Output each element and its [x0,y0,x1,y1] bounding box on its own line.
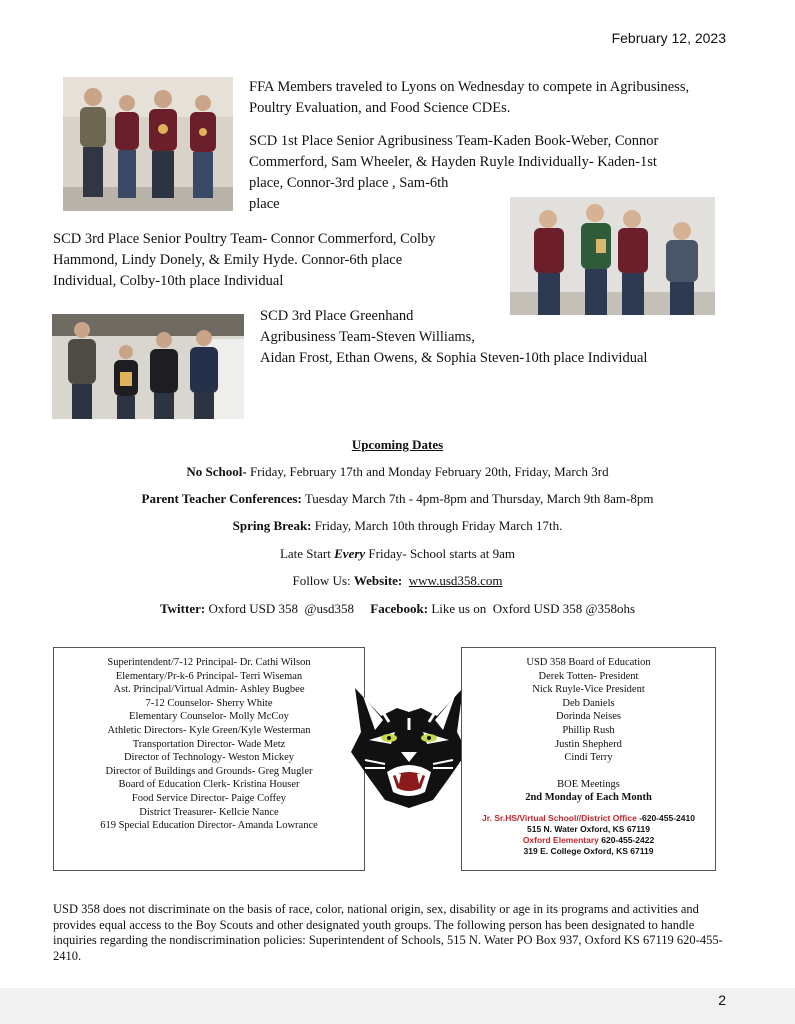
ffa-team-photo-1 [63,77,233,211]
poultry-line: SCD 3rd Place Senior Poultry Team- Connor Commerford, Colby [53,231,436,247]
office-1-label: Jr. Sr.HS/Virtual School//District Office [482,812,637,823]
greenhand-line: Agribusiness Team-Steven Williams, [260,329,475,345]
wildcat-mascot-logo [345,682,473,810]
ffa-team-photo-3 [52,314,244,419]
staff-entry: Transportation Director- Wade Metz [132,738,286,750]
follow-us-label: Follow Us: [292,573,354,588]
board-member: Phillip Rush [562,724,615,736]
board-members-list [462,670,715,765]
poultry-line: Individual, Colby-10th place Individual [53,273,284,289]
late-start-every: Every [334,546,366,561]
poultry-line: Hammond, Lindy Donely, & Emily Hyde. Connor-6th place [53,252,403,268]
greenhand-line: Aidan Frost, Ethan Owens, & Sophia Steven-10th place Individual [260,350,648,366]
website-link[interactable]: www.usd358.com [408,573,503,588]
no-school-label: No School- [186,464,247,479]
upcoming-dates-heading [0,437,795,453]
page-footer [0,988,795,1024]
spring-break-text: Friday, March 10th through Friday March 17th. [311,518,563,533]
staff-list [54,648,364,833]
agribusiness-line: SCD 1st Place Senior Agribusiness Team-Kaden Book-Weber, Connor [249,133,659,149]
conferences-label: Parent Teacher Conferences: [141,491,302,506]
twitter-label: Twitter: [159,601,206,616]
staff-entry: Director of Technology- Weston Mickey [123,752,295,764]
late-start-pre: Late Start [279,546,335,561]
late-start-post: Friday- School starts at 9am [365,546,516,561]
staff-entry: 7-12 Counselor- Sherry White [145,697,273,709]
no-school-text: Friday, February 17th and Monday February 20th, Friday, March 3rd [246,464,609,479]
staff-entry: District Treasurer- Kellcie Nance [139,806,279,818]
office-2-label: Oxford Elementary [522,834,599,845]
board-member: Deb Daniels [562,697,615,709]
page-number: 2 [718,992,726,1008]
staff-entry: Board of Education Clerk- Kristina Houser [118,779,300,791]
boe-meetings-schedule: 2nd Monday of Each Month [525,792,652,804]
board-info [462,648,715,857]
agribusiness-line: Commerford, Sam Wheeler, & Hayden Ruyle Individually- Kaden-1st [249,154,657,170]
social-line [0,601,795,617]
follow-us-line [0,573,795,589]
greenhand-line: SCD 3rd Place Greenhand [260,308,414,324]
upcoming-heading-text: Upcoming Dates [351,437,444,452]
staff-entry: Elementary Counselor- Molly McCoy [129,711,289,723]
office-1-address: 515 N. Water Oxford, KS 67119 [527,823,650,834]
conferences-line [0,491,795,507]
agribusiness-line: place, Connor-3rd place , Sam-6th [249,175,449,191]
board-member: Dorinda Neises [555,711,622,723]
staff-entry: 619 Special Education Director- Amanda Lowrance [100,820,318,832]
staff-entry: Elementary/Pr-k-6 Principal- Terri Wiseman [115,670,303,682]
facebook-handle: Like us on Oxford USD 358 @358ohs [428,601,636,616]
agribusiness-line: place [249,196,280,212]
website-label: Website: [353,573,403,588]
ffa-team-photo-2 [510,197,715,315]
office-1-contact [462,813,715,824]
spring-break-line [0,518,795,534]
facebook-label: Facebook: [370,601,429,616]
staff-entry: Superintendent/7-12 Principal- Dr. Cathi Wilson [107,657,311,668]
greenhand-results [260,306,730,369]
poultry-results [53,229,503,292]
board-title: USD 358 Board of Education [526,657,651,668]
board-member: Justin Shepherd [555,738,622,750]
late-start-line [0,546,795,562]
ffa-intro-text: FFA Members traveled to Lyons on Wednesday to compete in Agribusiness, Poultry Evaluation, and Food Science CDEs. [249,79,690,116]
office-2-address: 319 E. College Oxford, KS 67119 [523,845,654,856]
board-member: Nick Ruyle-Vice President [532,684,645,696]
twitter-handle: Oxford USD 358 @usd358 [205,601,371,616]
boe-meetings-label: BOE Meetings [557,778,620,790]
board-member: Derek Totten- President [538,670,639,682]
office-2-phone: 620-455-2422 [598,834,655,845]
board-member: Cindi Terry [564,752,613,764]
board-of-education-box [461,647,716,871]
no-school-line [0,464,795,480]
nondiscrimination-statement: USD 358 does not discriminate on the basis of race, color, national origin, sex, disability or age in its programs and activities and provides equal access to the Boy Scouts and other designated youth groups. The following person has been designated to handle inquiries regarding the nondiscrimination policies: Superintendent of Schools, 515 N. Water PO Box 937, Oxford KS 67119 620-455-2410. [53,902,723,963]
office-2-contact [462,835,715,846]
conferences-text: Tuesday March 7th - 4pm-8pm and Thursday, March 9th 8am-8pm [301,491,654,506]
staff-entry: Food Service Director- Paige Coffey [131,792,287,804]
staff-entry: Athletic Directors- Kyle Green/Kyle Westerman [107,724,311,736]
newsletter-date: February 12, 2023 [611,30,726,46]
office-1-phone: -620-455-2410 [636,812,695,823]
spring-break-label: Spring Break: [232,518,312,533]
staff-entry: Ast. Principal/Virtual Admin- Ashley Bugbee [113,684,305,696]
staff-entry: Director of Buildings and Grounds- Greg Mugler [105,765,313,777]
staff-directory-box [53,647,365,871]
